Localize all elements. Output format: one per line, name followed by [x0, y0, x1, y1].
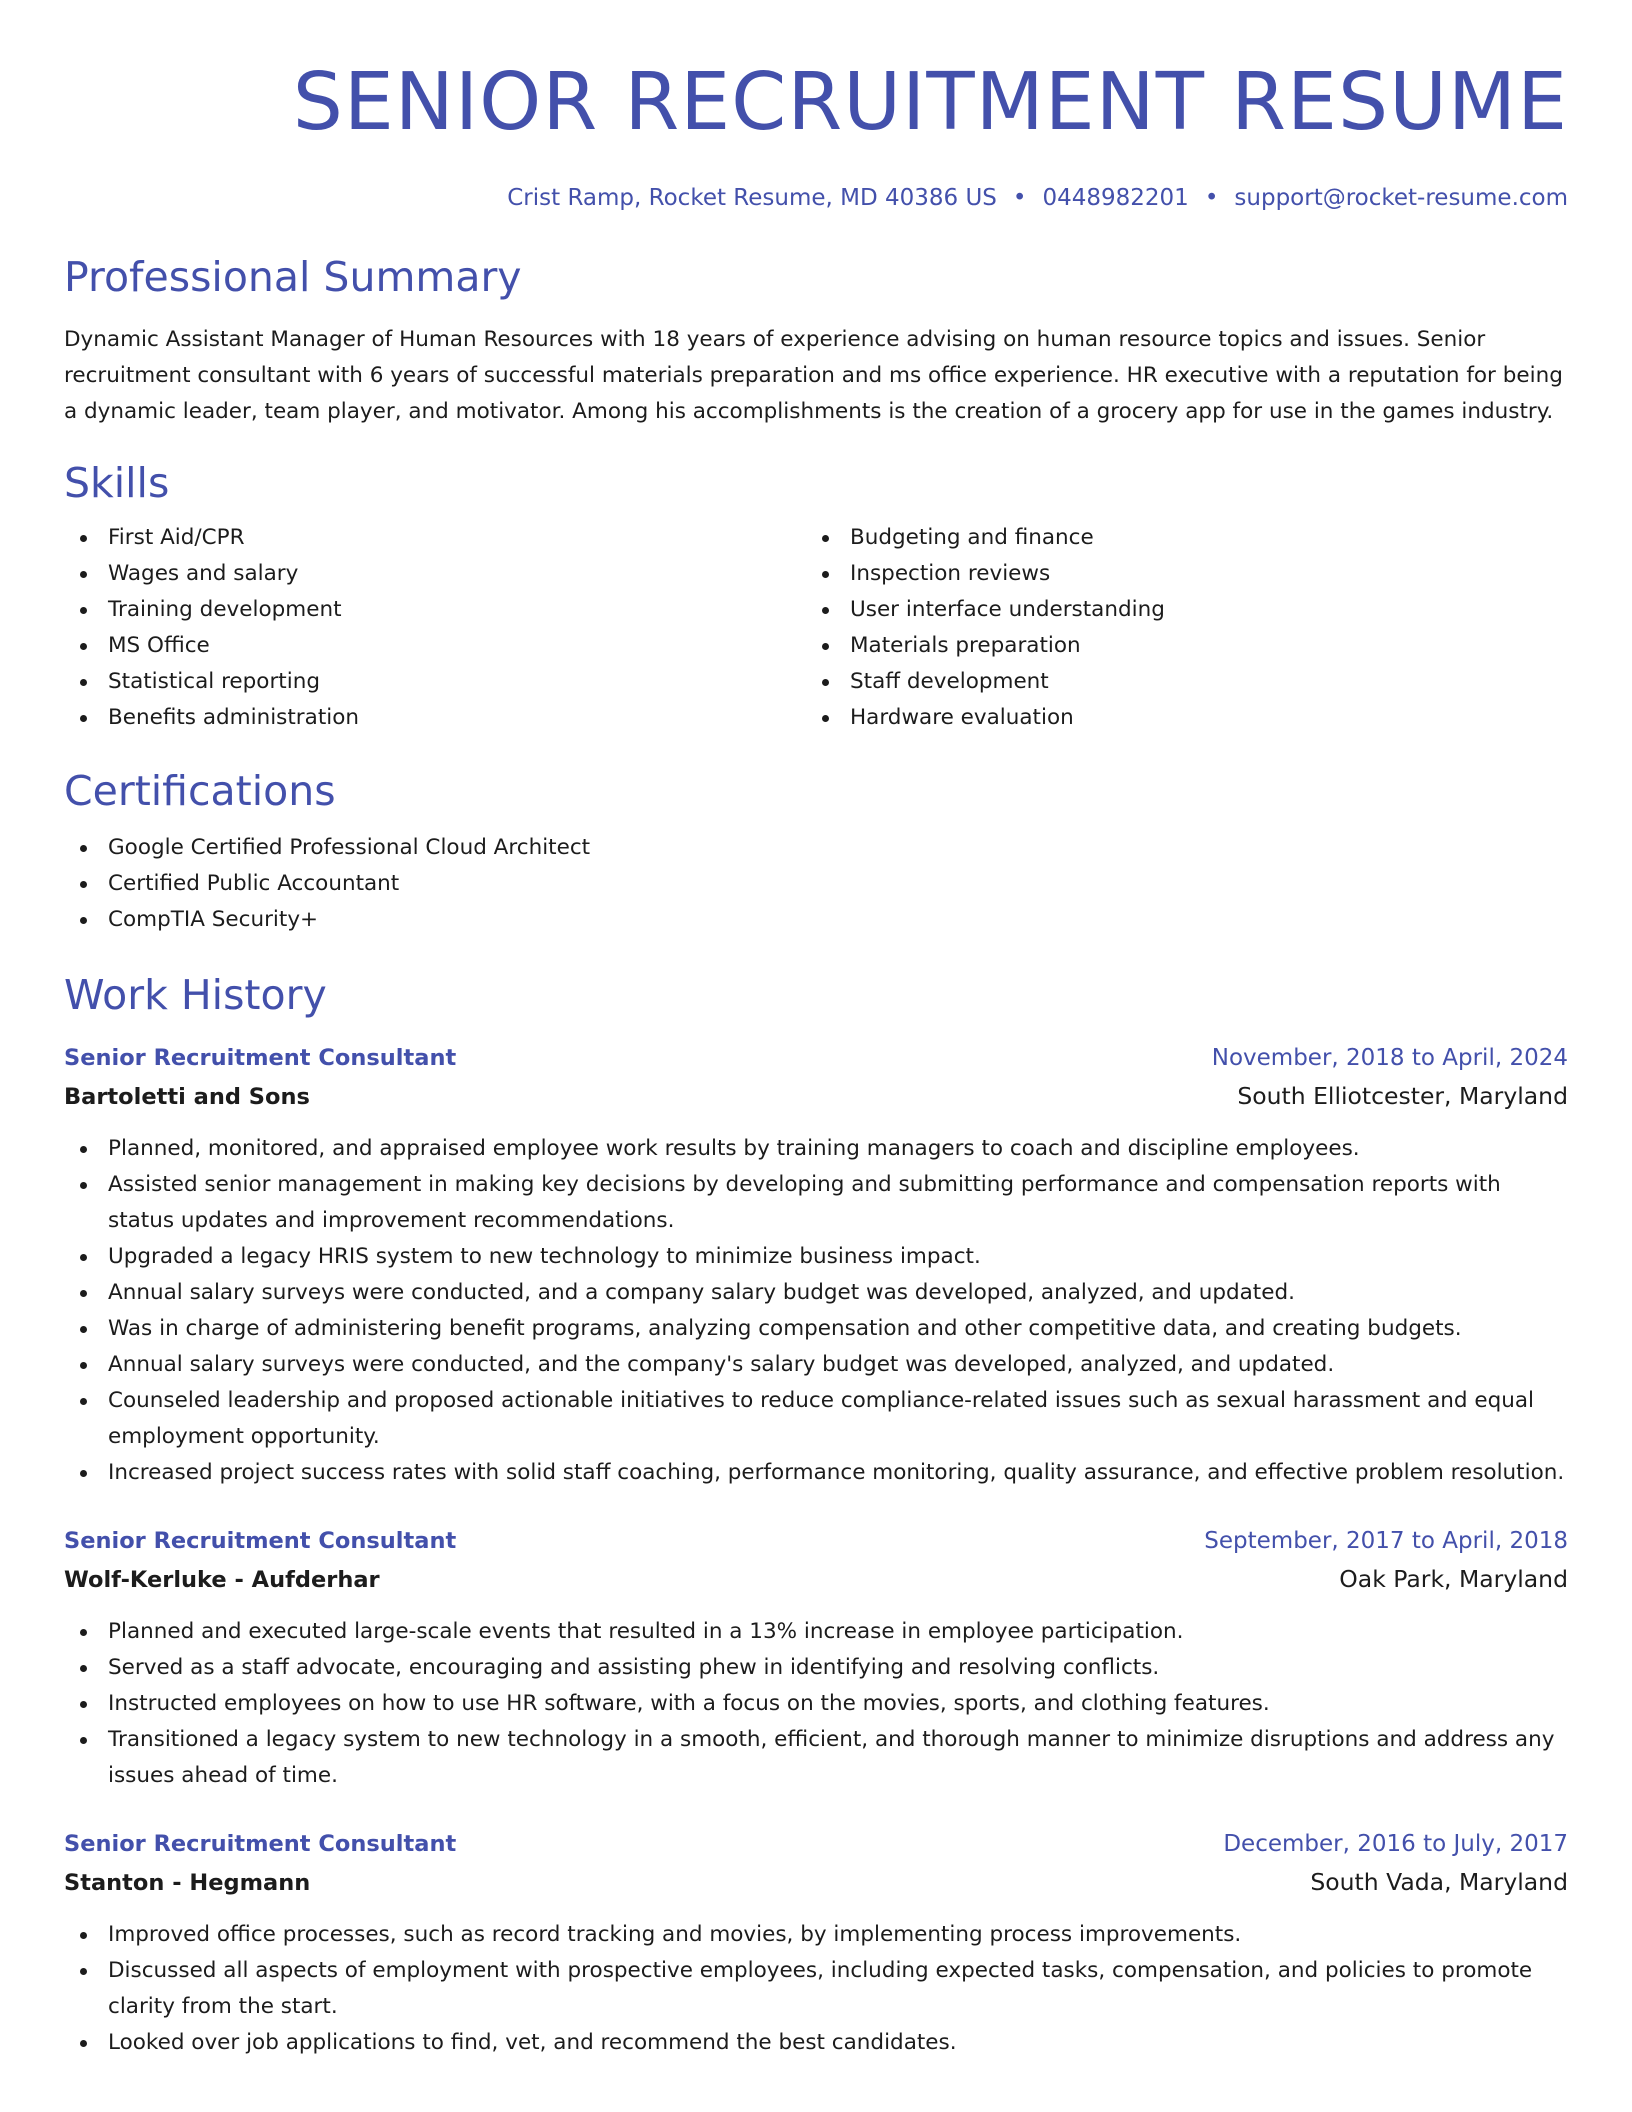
job-entry — [64, 1040, 1568, 1491]
job-duty: Transitioned a legacy system to new technology in a smooth, efficient, and thorough manner to minimize disruptions and address any issues ahead of time. — [64, 1722, 1568, 1794]
job-subheader — [64, 1076, 1568, 1117]
job-duty: Assisted senior management in making key decisions by developing and submitting performance and compensation reports with status updates and improvement recommendations. — [64, 1167, 1568, 1239]
job-dates: December, 2016 to July, 2017 — [1223, 1831, 1568, 1857]
job-location: South Elliotcester, Maryland — [1237, 1082, 1568, 1110]
contact-address: Crist Ramp, Rocket Resume, MD 40386 US — [507, 185, 997, 211]
summary-text: Dynamic Assistant Manager of Human Resources with 18 years of experience advising on human resource topics and issues. Senior recruitment consultant with 6 years of successful materials preparation and ms office experience. HR executive with a reputation for being a dynamic leader, team player, and motivator. Among his accomplishments is the creation of a grocery app for use in the games industry. — [64, 327, 1563, 424]
contact-email: support@rocket-resume.com — [1234, 185, 1568, 211]
certification-item: Google Certified Professional Cloud Architect — [64, 830, 1568, 866]
job-subheader — [64, 1559, 1568, 1600]
contact-line — [64, 182, 1568, 214]
certifications-heading: Certifications — [64, 767, 336, 815]
skill-item: Materials preparation — [806, 628, 1548, 664]
job-company: Stanton - Hegmann — [64, 1870, 311, 1896]
job-duty: Increased project success rates with solid staff coaching, performance monitoring, quality assurance, and effective problem resolution. — [64, 1455, 1568, 1491]
skills-list-right — [806, 520, 1548, 736]
skill-item: Statistical reporting — [64, 664, 806, 700]
skill-item: Budgeting and finance — [806, 520, 1548, 556]
certification-item: Certified Public Accountant — [64, 866, 1568, 902]
job-duty: Discussed all aspects of employment with prospective employees, including expected tasks, compensation, and policies to promote clarity from the start. — [64, 1953, 1568, 2025]
job-duty: Annual salary surveys were conducted, and the company's salary budget was developed, analyzed, and updated. — [64, 1347, 1568, 1383]
skills-column-right — [806, 520, 1548, 736]
job-dates: September, 2017 to April, 2018 — [1204, 1528, 1568, 1554]
resume-title: SENIOR RECRUITMENT RESUME — [292, 56, 1568, 148]
skill-item: User interface understanding — [806, 592, 1548, 628]
job-header — [64, 1040, 1568, 1076]
job-header — [64, 1523, 1568, 1559]
skills-list-left — [64, 520, 806, 736]
job-duty: Planned and executed large-scale events that resulted in a 13% increase in employee participation. — [64, 1614, 1568, 1650]
contact-separator: • — [1204, 185, 1219, 211]
contact-separator: • — [1012, 185, 1027, 211]
skill-item: Inspection reviews — [806, 556, 1548, 592]
job-duty: Counseled leadership and proposed actionable initiatives to reduce compliance-related issues such as sexual harassment and equal employment opportunity. — [64, 1383, 1568, 1455]
job-role: Senior Recruitment Consultant — [64, 1831, 457, 1857]
skill-item: Training development — [64, 592, 806, 628]
skill-item: Hardware evaluation — [806, 700, 1548, 736]
job-company: Wolf-Kerluke - Aufderhar — [64, 1567, 380, 1593]
job-duty: Annual salary surveys were conducted, and a company salary budget was developed, analyzed, and updated. — [64, 1275, 1568, 1311]
job-duty: Looked over job applications to find, vet, and recommend the best candidates. — [64, 2025, 1568, 2061]
summary-heading: Professional Summary — [64, 253, 522, 301]
skill-item: Staff development — [806, 664, 1548, 700]
certifications-list — [64, 830, 1568, 938]
job-role: Senior Recruitment Consultant — [64, 1528, 457, 1554]
job-location: South Vada, Maryland — [1310, 1868, 1568, 1896]
job-duty: Upgraded a legacy HRIS system to new technology to minimize business impact. — [64, 1239, 1568, 1275]
job-duty: Was in charge of administering benefit programs, analyzing compensation and other competitive data, and creating budgets. — [64, 1311, 1568, 1347]
job-duty: Improved office processes, such as record tracking and movies, by implementing process improvements. — [64, 1917, 1568, 1953]
skills-grid — [64, 520, 1568, 736]
job-dates: November, 2018 to April, 2024 — [1211, 1045, 1568, 1071]
job-location: Oak Park, Maryland — [1339, 1565, 1568, 1593]
job-duty: Served as a staff advocate, encouraging and assisting phew in identifying and resolving conflicts. — [64, 1650, 1568, 1686]
job-duty: Planned, monitored, and appraised employee work results by training managers to coach and discipline employees. — [64, 1131, 1568, 1167]
job-entry — [64, 1523, 1568, 1794]
certification-item: CompTIA Security+ — [64, 902, 1568, 938]
skill-item: Wages and salary — [64, 556, 806, 592]
work-history-heading: Work History — [64, 971, 327, 1019]
job-duty: Instructed employees on how to use HR software, with a focus on the movies, sports, and clothing features. — [64, 1686, 1568, 1722]
job-subheader — [64, 1862, 1568, 1903]
job-header — [64, 1826, 1568, 1862]
job-company: Bartoletti and Sons — [64, 1084, 310, 1110]
job-role: Senior Recruitment Consultant — [64, 1045, 457, 1071]
skills-column-left — [64, 520, 806, 736]
skill-item: First Aid/CPR — [64, 520, 806, 556]
skills-heading: Skills — [64, 459, 170, 507]
job-duties-list — [64, 1614, 1568, 1794]
contact-phone: 0448982201 — [1042, 185, 1189, 211]
job-duties-list — [64, 1131, 1568, 1491]
job-duties-list — [64, 1917, 1568, 2061]
job-entry — [64, 1826, 1568, 2061]
skill-item: MS Office — [64, 628, 806, 664]
skill-item: Benefits administration — [64, 700, 806, 736]
